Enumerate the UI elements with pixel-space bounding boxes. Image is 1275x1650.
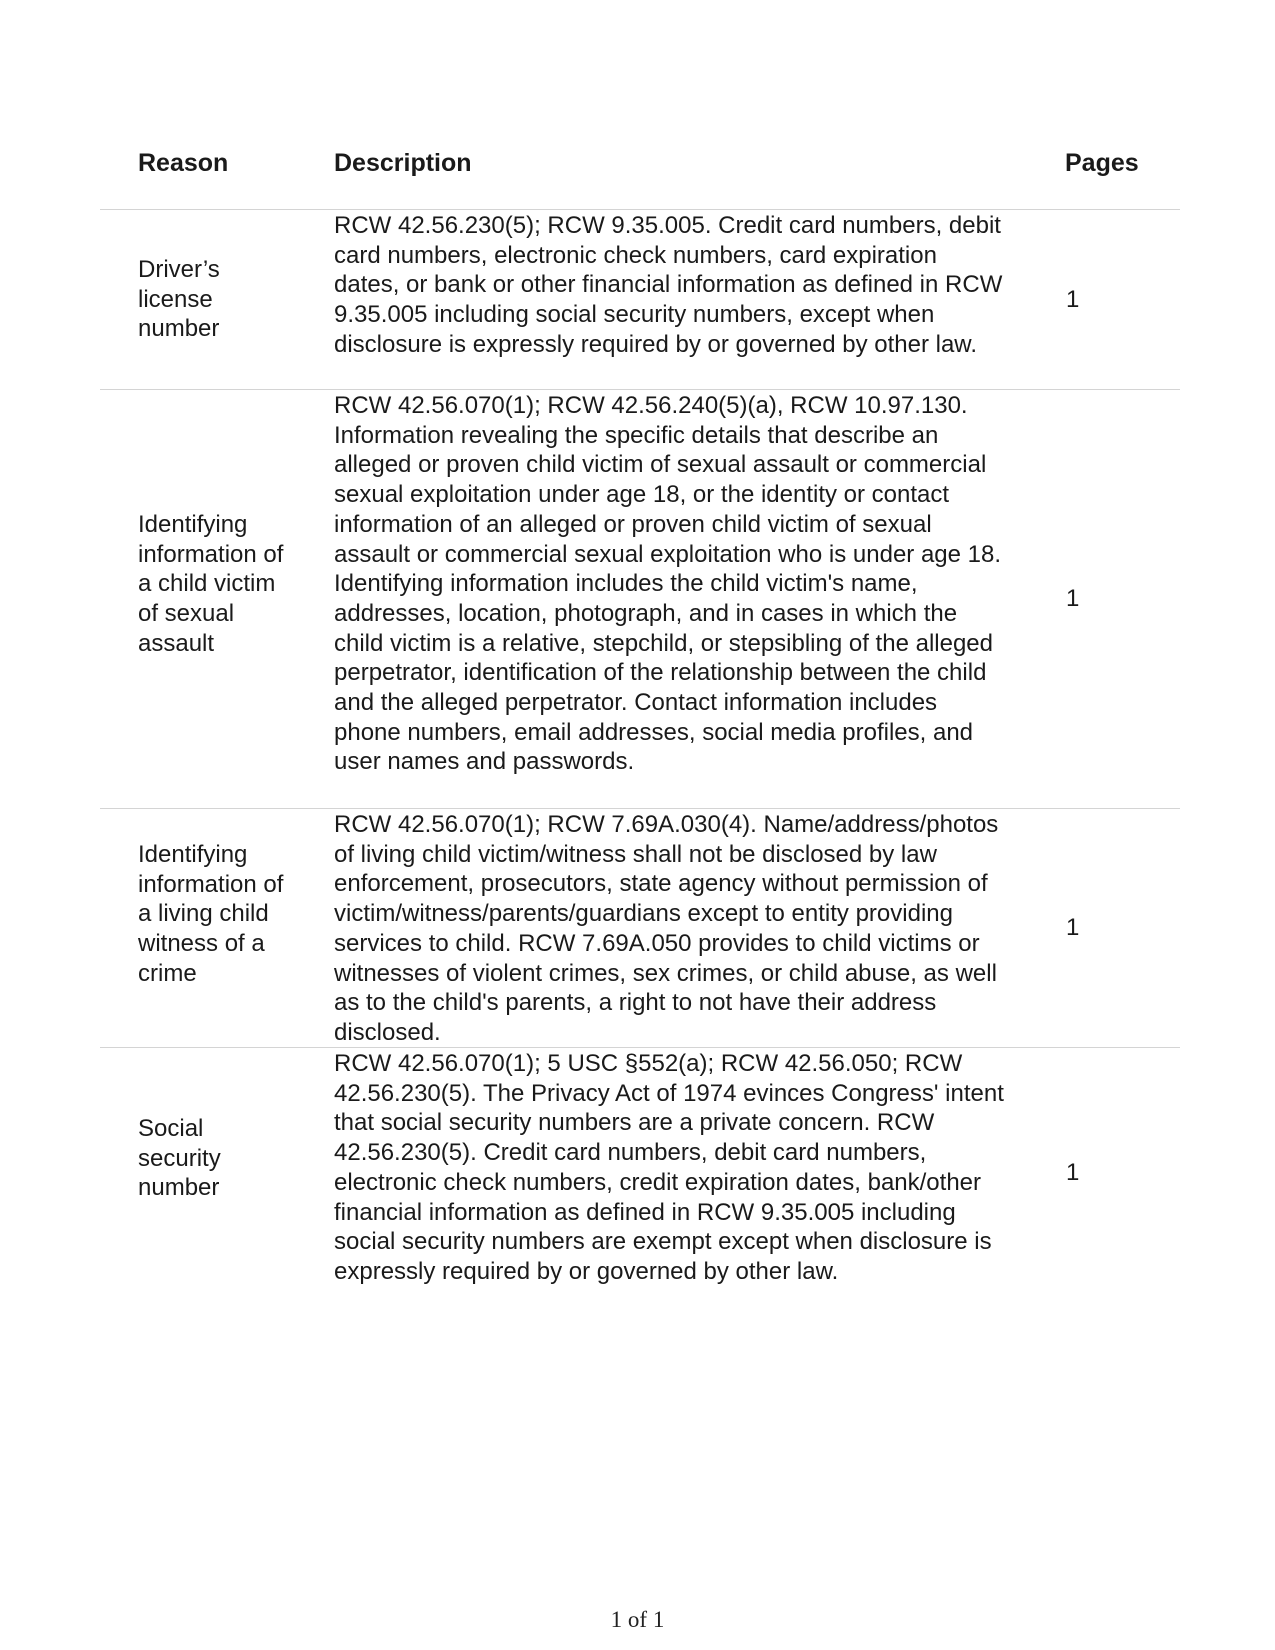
row-divider (100, 1047, 1180, 1048)
column-header-description: Description (334, 149, 472, 177)
column-header-pages: Pages (1065, 149, 1139, 177)
row-divider (100, 808, 1180, 809)
pages-cell: 1 (1066, 286, 1080, 313)
row-divider (100, 389, 1180, 390)
column-header-reason: Reason (138, 149, 229, 177)
reason-cell: Social security number (138, 1115, 221, 1202)
pages-cell: 1 (1066, 1159, 1080, 1186)
reason-cell: Driver’s license number (138, 256, 220, 343)
page-number: 1 of 1 (610, 1607, 665, 1632)
description-cell: RCW 42.56.070(1); RCW 42.56.240(5)(a), RCW 10.97.130. Information revealing the specific details that describe an alleged or proven child victim of sexual assault or commercial sexual exploitation under age 18, or the identity or contact information of an alleged or proven child victim of sexual assault or commercial sexual exploitation who is under age 18. Identifying information includes the child victim's name, addresses, location, photograph, and in cases in which the child victim is a relative, stepchild, or stepsibling of the alleged perpetrator, identification of the relationship between the child and the alleged perpetrator. Contact information includes phone numbers, email addresses, social media profiles, and user names and passwords. (334, 392, 1002, 776)
description-cell: RCW 42.56.070(1); 5 USC §552(a); RCW 42.56.050; RCW 42.56.230(5). The Privacy Act of 1974 evinces Congress' intent that social security numbers are a private concern. RCW 42.56.230(5). Credit card numbers, debit card numbers, electronic check numbers, credit expiration dates, bank/other financial information as defined in RCW 9.35.005 including social security numbers are exempt except when disclosure is expressly required by or governed by other law. (334, 1050, 1004, 1285)
reason-cell: Identifying information of a child victim of sexual assault (138, 511, 284, 657)
description-cell: RCW 42.56.230(5); RCW 9.35.005. Credit card numbers, debit card numbers, electronic check numbers, card expiration dates, or bank or other financial information as defined in RCW 9.35.005 including social security numbers, except when disclosure is expressly required by or governed by other law. (334, 212, 1003, 358)
pages-cell: 1 (1066, 585, 1080, 612)
description-cell: RCW 42.56.070(1); RCW 7.69A.030(4). Name/address/photos of living child victim/witness shall not be disclosed by law enforcement, prosecutors, state agency without permission of victim/witness/parents/guardians except to entity providing services to child. RCW 7.69A.050 provides to child victims or witnesses of violent crimes, sex crimes, or child abuse, as well as to the child's parents, a right to not have their address disclosed. (334, 811, 999, 1046)
pages-cell: 1 (1066, 914, 1080, 941)
reason-cell: Identifying information of a living child witness of a crime (138, 841, 284, 987)
header-divider (100, 209, 1180, 210)
